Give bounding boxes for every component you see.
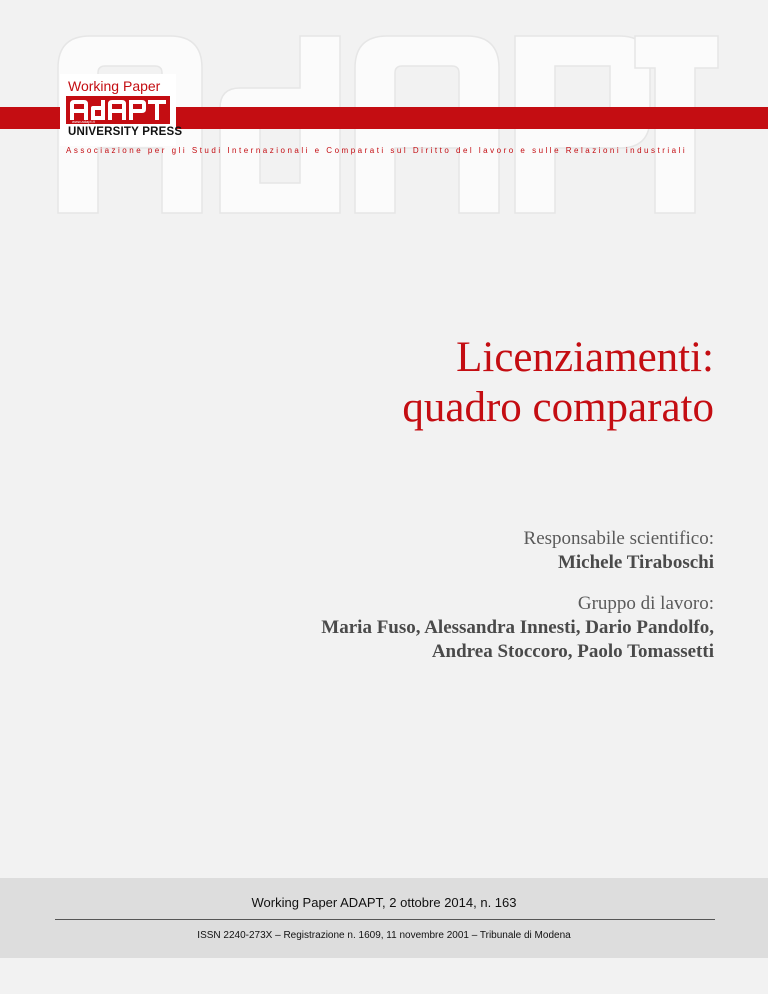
gruppo-names-line-2: Andrea Stoccoro, Paolo Tomassetti — [431, 641, 714, 662]
responsabile-label: Responsabile scientifico: — [523, 528, 714, 549]
gruppo-names-line-1: Maria Fuso, Alessandra Innesti, Dario Pandolfo, — [321, 617, 714, 638]
footer-divider — [55, 919, 715, 920]
association-tagline: Associazione per gli Studi Internazionali e Comparati sul Diritto del lavoro e sulle Relazioni industriali — [66, 146, 688, 155]
adapt-logo — [66, 96, 170, 124]
gruppo-block — [321, 592, 714, 664]
title-line-2: quadro comparato — [402, 384, 714, 431]
university-press-label: UNIVERSITY PRESS — [68, 126, 183, 138]
gruppo-label: Gruppo di lavoro: — [577, 593, 714, 614]
footer-citation: Working Paper ADAPT, 2 ottobre 2014, n. 163 — [251, 895, 517, 910]
responsabile-block — [524, 527, 714, 575]
footer — [0, 878, 768, 958]
logo-url: www.adapt.it — [72, 119, 95, 124]
document-title — [402, 333, 714, 433]
responsabile-name: Michele Tiraboschi — [557, 552, 714, 573]
title-line-1: Licenziamenti: — [456, 334, 714, 381]
working-paper-label: Working Paper — [68, 78, 161, 94]
footer-issn: ISSN 2240-273X – Registrazione n. 1609, 11 novembre 2001 – Tribunale di Modena — [197, 930, 571, 941]
